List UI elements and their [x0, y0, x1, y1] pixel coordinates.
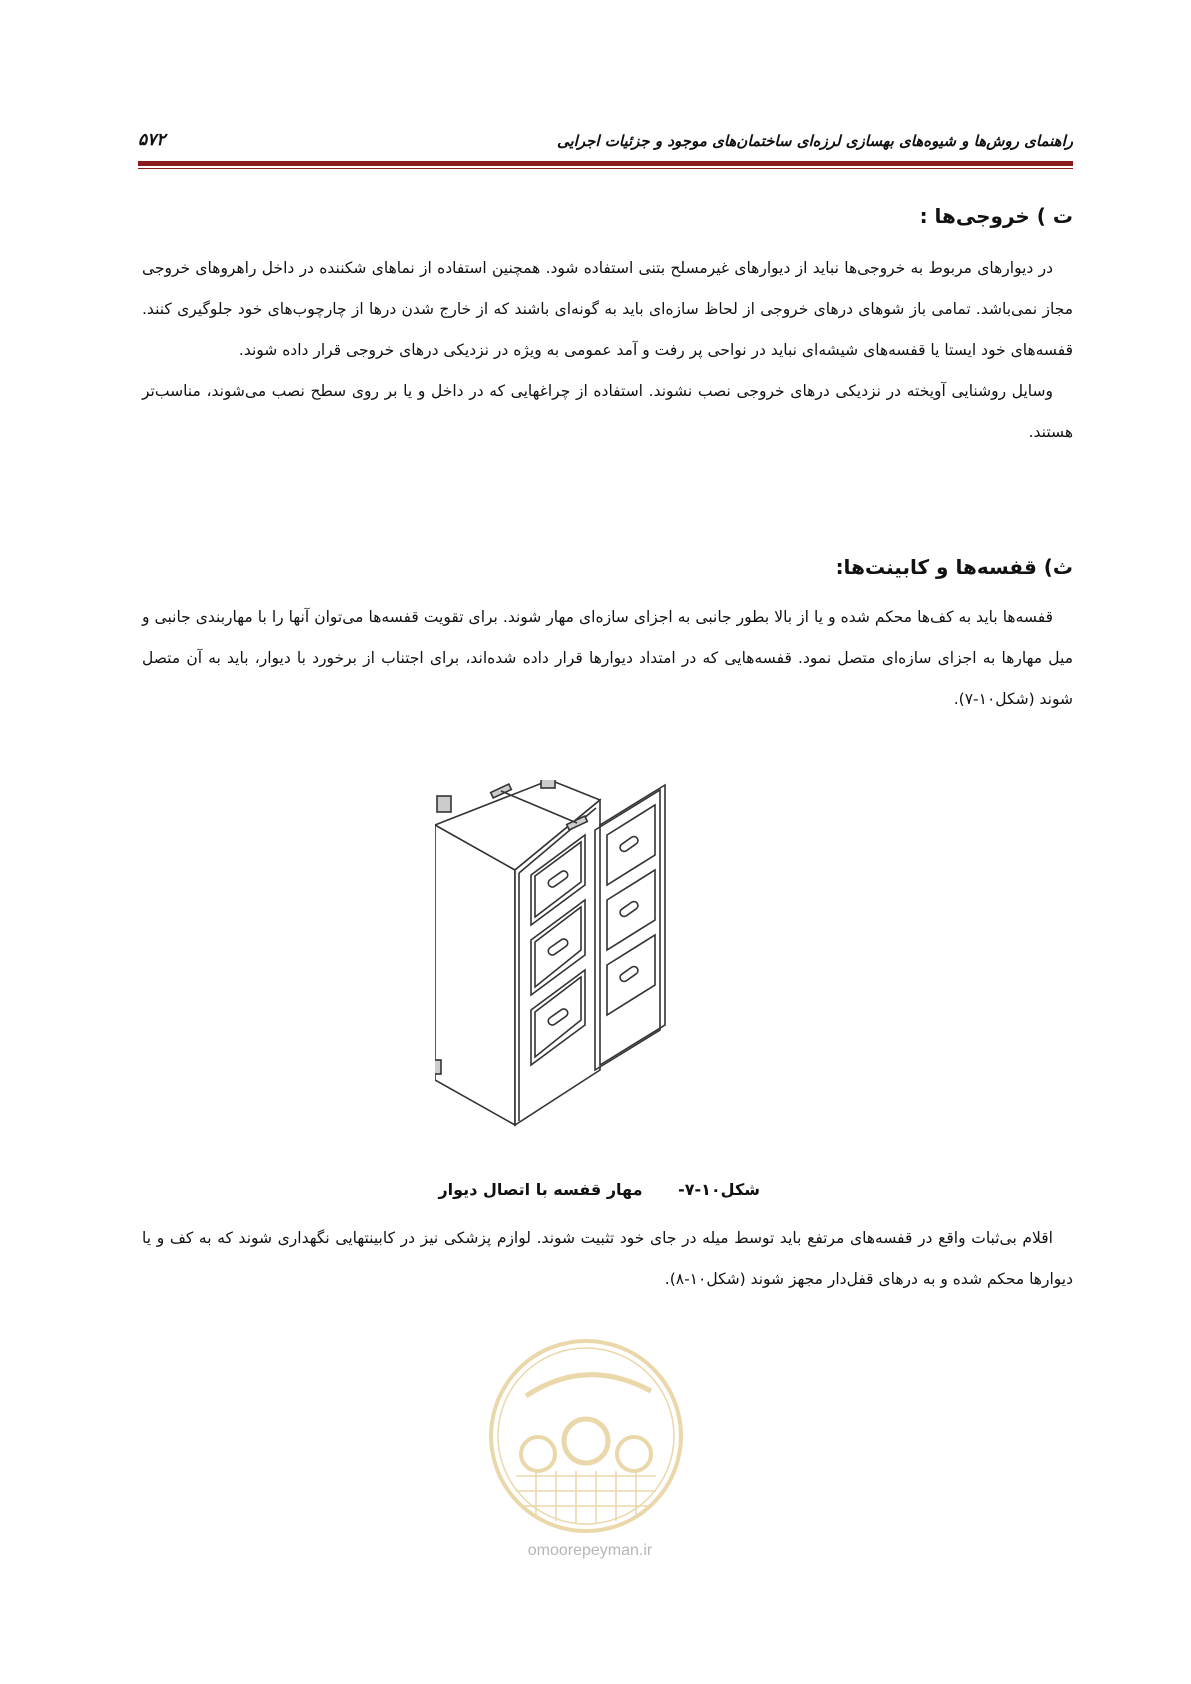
paragraph: وسایل روشنایی آویخته در نزدیکی درهای خروجی نصب نشوند. استفاده از چراغهایی که در داخل و یا بر روی سطح نصب می‌شوند، مناسب‌تر هستند.: [142, 382, 1073, 441]
section-body-shelves: [142, 597, 1073, 720]
paragraph: اقلام بی‌ثبات واقع در قفسه‌های مرتفع باید توسط میله در جای خود تثبیت شوند. لوازم پزشکی نیز در کابینتهایی نگهداری شوند که به کف و یا دیوارها محکم شده و به درهای قفل‌دار مجهز شوند (شکل۱۰-۸).: [142, 1229, 1073, 1288]
section-heading-exits: ت ) خروجی‌ها :: [919, 204, 1073, 228]
paragraph: قفسه‌ها باید به کف‌ها محکم شده و یا از بالا بطور جانبی به اجزای سازه‌ای مهار شوند. برای تقویت قفسه‌ها می‌توان آنها را با مهاربندی جانبی و میل مهارها به اجزای سازه‌ای متصل نمود. قفسه‌هایی که در امتداد دیوارها قرار داده شده‌اند، برای اجتناب از برخورد با دیوار، باید به آن متصل شوند (شکل۱۰-۷).: [142, 608, 1073, 708]
paragraph: در دیوارهای مربوط به خروجی‌ها نباید از دیوارهای غیرمسلح بتنی استفاده شود. همچنین استفاده از نماهای شکننده در داخل راهروهای خروجی مجاز نمی‌باشد. تمامی باز شوهای درهای خروجی از لحاظ سازه‌ای باید به گونه‌ای باشند که از خارج شدن درها از چارچوب‌های خود جلوگیری کنند. قفسه‌های خود ایستا یا قفسه‌های شیشه‌ای نباید در نواحی پر رفت و آمد عمومی به ویژه در نزدیکی درهای خروجی قرار داده شوند.: [142, 259, 1073, 359]
publisher-logo-watermark: [486, 1336, 686, 1536]
figure-caption: [440, 1180, 760, 1199]
figure-title: مهار قفسه با اتصال دیوار: [438, 1180, 643, 1199]
cabinet-anchoring-figure: [435, 780, 715, 1170]
closing-paragraph-block: [142, 1218, 1073, 1300]
page-header: [138, 128, 1073, 164]
section-body-exits: [142, 248, 1073, 453]
section-heading-shelves: ث) قفسه‌ها و کابینت‌ها:: [835, 555, 1073, 579]
figure-number: شکل۱۰-۷-: [678, 1180, 760, 1199]
header-rule-thin: [138, 168, 1073, 169]
header-rule-thick: [138, 161, 1073, 166]
running-title: راهنمای روش‌ها و شیوه‌های بهسازی لرزه‌ای ساختمان‌های موجود و جزئیات اجرایی: [556, 132, 1073, 150]
page-number: ۵۷۲: [138, 130, 166, 150]
watermark-site: omoorepeyman.ir: [527, 1542, 653, 1559]
